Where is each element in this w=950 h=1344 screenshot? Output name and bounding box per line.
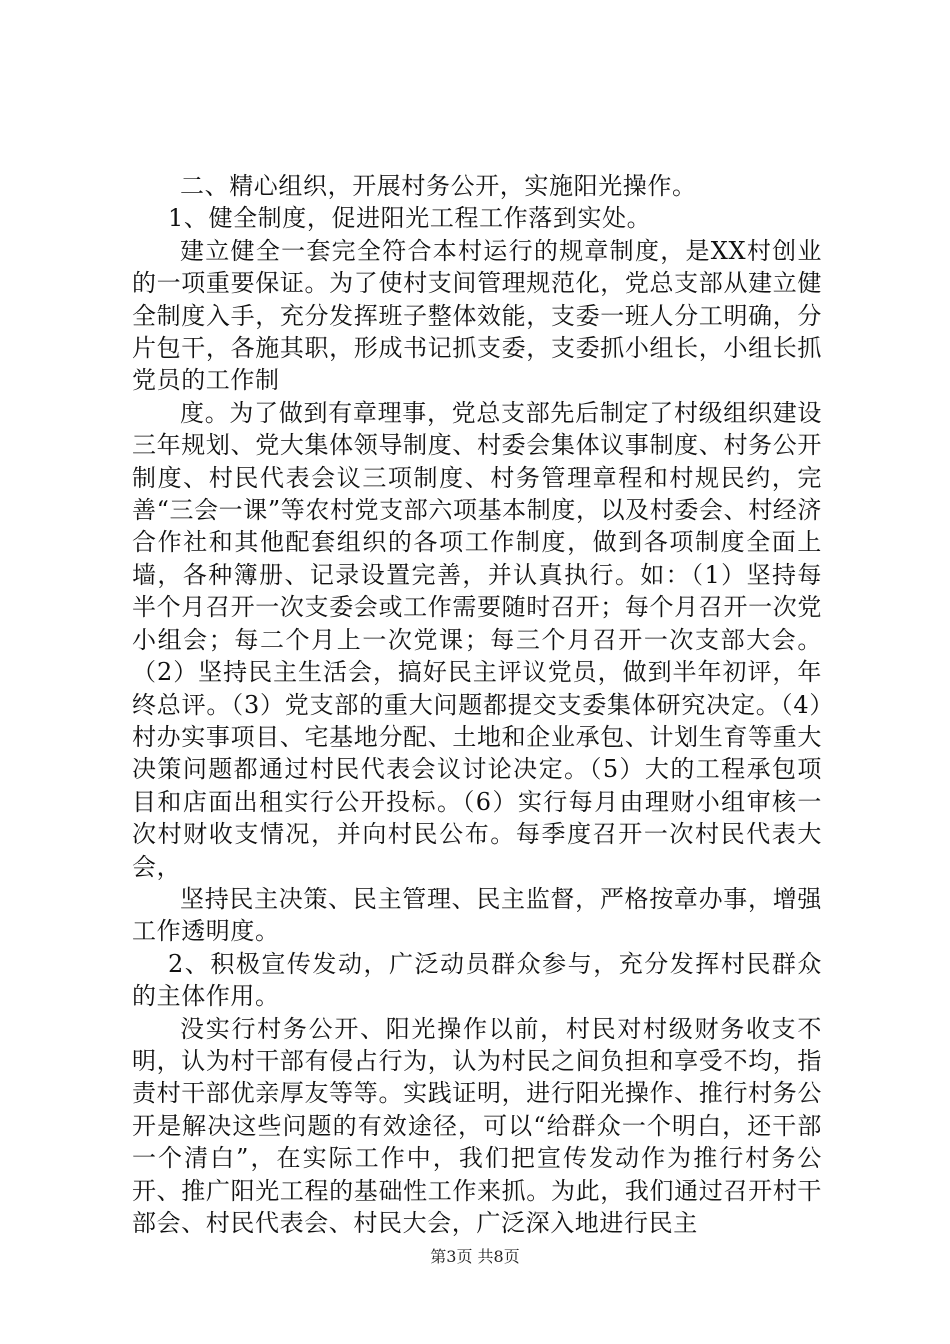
subsection-heading: 2、积极宣传发动，广泛动员群众参与，充分发挥村民群众的主体作用。 — [132, 949, 822, 1011]
body-paragraph: 度。为了做到有章理事，党总支部先后制定了村级组织建设三年规划、党大集体领导制度、村委会集体议事制度、村务公开制度、村民代表会议三项制度、村务管理章程和村规民约，完善“三会一课”等农村党支部六项基本制度，以及村委会、村经济合作社和其他配套组织的各项工作制度，做到各项制度全面上墙，各种簿册、记录设置完善，并认真执行。如：（1）坚持每半个月召开一次支委会或工作需要随时召开；每个月召开一次党小组会；每二个月上一次党课；每三个月召开一次支部大会。（2）坚持民主生活会，搞好民主评议党员，做到半年初评，年终总评。（3）党支部的重大问题都提交支委集体研究决定。（4）村办实事项目、宅基地分配、土地和企业承包、计划生育等重大决策问题都通过村民代表会议讨论决定。（5）大的工程承包项目和店面出租实行公开投标。（6）实行每月由理财小组审核一次村财收支情况，并向村民公布。每季度召开一次村民代表大会， — [132, 398, 822, 881]
section-heading: 二、精心组织，开展村务公开，实施阳光操作。 — [180, 172, 697, 200]
document-body — [132, 170, 822, 1239]
body-paragraph: 坚持民主决策、民主管理、民主监督，严格按章办事，增强工作透明度。 — [132, 884, 822, 946]
body-paragraph: 建立健全一套完全符合本村运行的规章制度，是XX村创业的一项重要保证。为了使村支间管理规范化，党总支部从建立健全制度入手，充分发挥班子整体效能，支委一班人分工明确，分片包干，各施其职，形成书记抓支委，支委抓小组长，小组长抓党员的工作制 — [132, 236, 822, 395]
subsection-heading: 1、健全制度，促进阳光工程工作落到实处。 — [168, 204, 652, 233]
page-number-footer: 第3页 共8页 — [430, 1247, 520, 1266]
body-paragraph: 没实行村务公开、阳光操作以前，村民对村级财务收支不明，认为村干部有侵占行为，认为村民之间负担和享受不均，指责村干部优亲厚友等等。实践证明，进行阳光操作、推行村务公开是解决这些问题的有效途径，可以“给群众一个明白，还干部一个清白”，在实际工作中，我们把宣传发动作为推行村务公开、推广阳光工程的基础性工作来抓。为此，我们通过召开村干部会、村民代表会、村民大会，广泛深入地进行民主 — [132, 1014, 822, 1237]
